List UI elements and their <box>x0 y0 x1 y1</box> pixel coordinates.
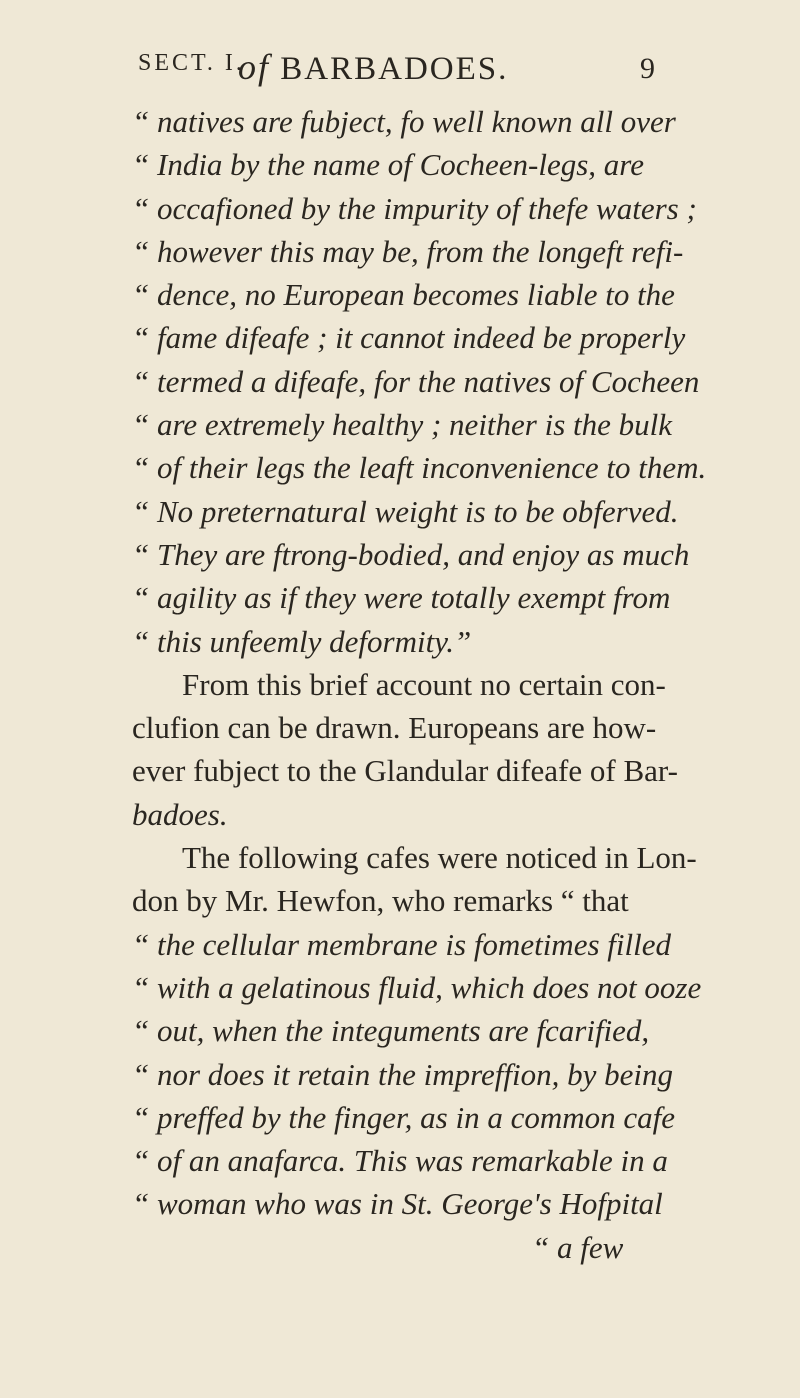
text-line: “ No preternatural weight is to be obferved. <box>132 493 679 529</box>
text-line: “ out, when the integuments are fcarified, <box>132 1013 650 1049</box>
text-line: “ dence, no European becomes liable to the <box>132 277 675 313</box>
text-line: “ agility as if they were totally exempt from <box>132 580 671 616</box>
text-line: ever fubject to the Glandular difeafe of Bar- <box>132 753 678 789</box>
text-line: “ the cellular membrane is fometimes filled <box>132 926 671 962</box>
text-line: don by Mr. Hewfon, who remarks “ that <box>132 883 629 919</box>
text-line: “ fame difeafe ; it cannot indeed be properly <box>132 320 686 356</box>
text-line: “ termed a difeafe, for the natives of Cocheen <box>132 363 700 399</box>
page-number: 9 <box>640 52 655 85</box>
text-line: “ with a gelatinous fluid, which does not ooze <box>132 969 702 1005</box>
text-line: “ woman who was in St. George's Hofpital <box>132 1186 663 1222</box>
title-text: BARBADOES. <box>280 51 509 87</box>
text-line: “ India by the name of Cocheen-legs, are <box>132 147 644 183</box>
catchword: “ a few <box>532 1229 624 1265</box>
text-line: “ nor does it retain the impreffion, by being <box>132 1056 674 1092</box>
text-line: From this brief account no certain con- <box>182 666 666 702</box>
text-line: “ of their legs the leaft inconvenience to them. <box>132 450 707 486</box>
text-line: The following cafes were noticed in Lon- <box>182 840 697 876</box>
page-title <box>238 46 508 88</box>
body-text <box>132 100 732 1269</box>
section-label: SECT. I. <box>138 50 245 76</box>
text-line: “ of an anafarca. This was remarkable in a <box>132 1143 668 1179</box>
title-prefix: of <box>238 47 271 87</box>
text-line: clufion can be drawn. Europeans are how- <box>132 710 657 746</box>
text-line: “ They are ftrong-bodied, and enjoy as much <box>132 536 690 572</box>
text-line: “ occafioned by the impurity of thefe waters ; <box>132 190 697 226</box>
text-line: “ preffed by the finger, as in a common cafe <box>132 1099 675 1135</box>
running-header <box>138 46 668 86</box>
text-line: badoes. <box>132 796 228 832</box>
text-line: “ this unfeemly deformity.” <box>132 623 472 659</box>
text-line: “ however this may be, from the longeft refi- <box>132 233 684 269</box>
text-line: “ natives are fubject, fo well known all over <box>132 104 676 139</box>
text-line: “ are extremely healthy ; neither is the bulk <box>132 407 673 443</box>
